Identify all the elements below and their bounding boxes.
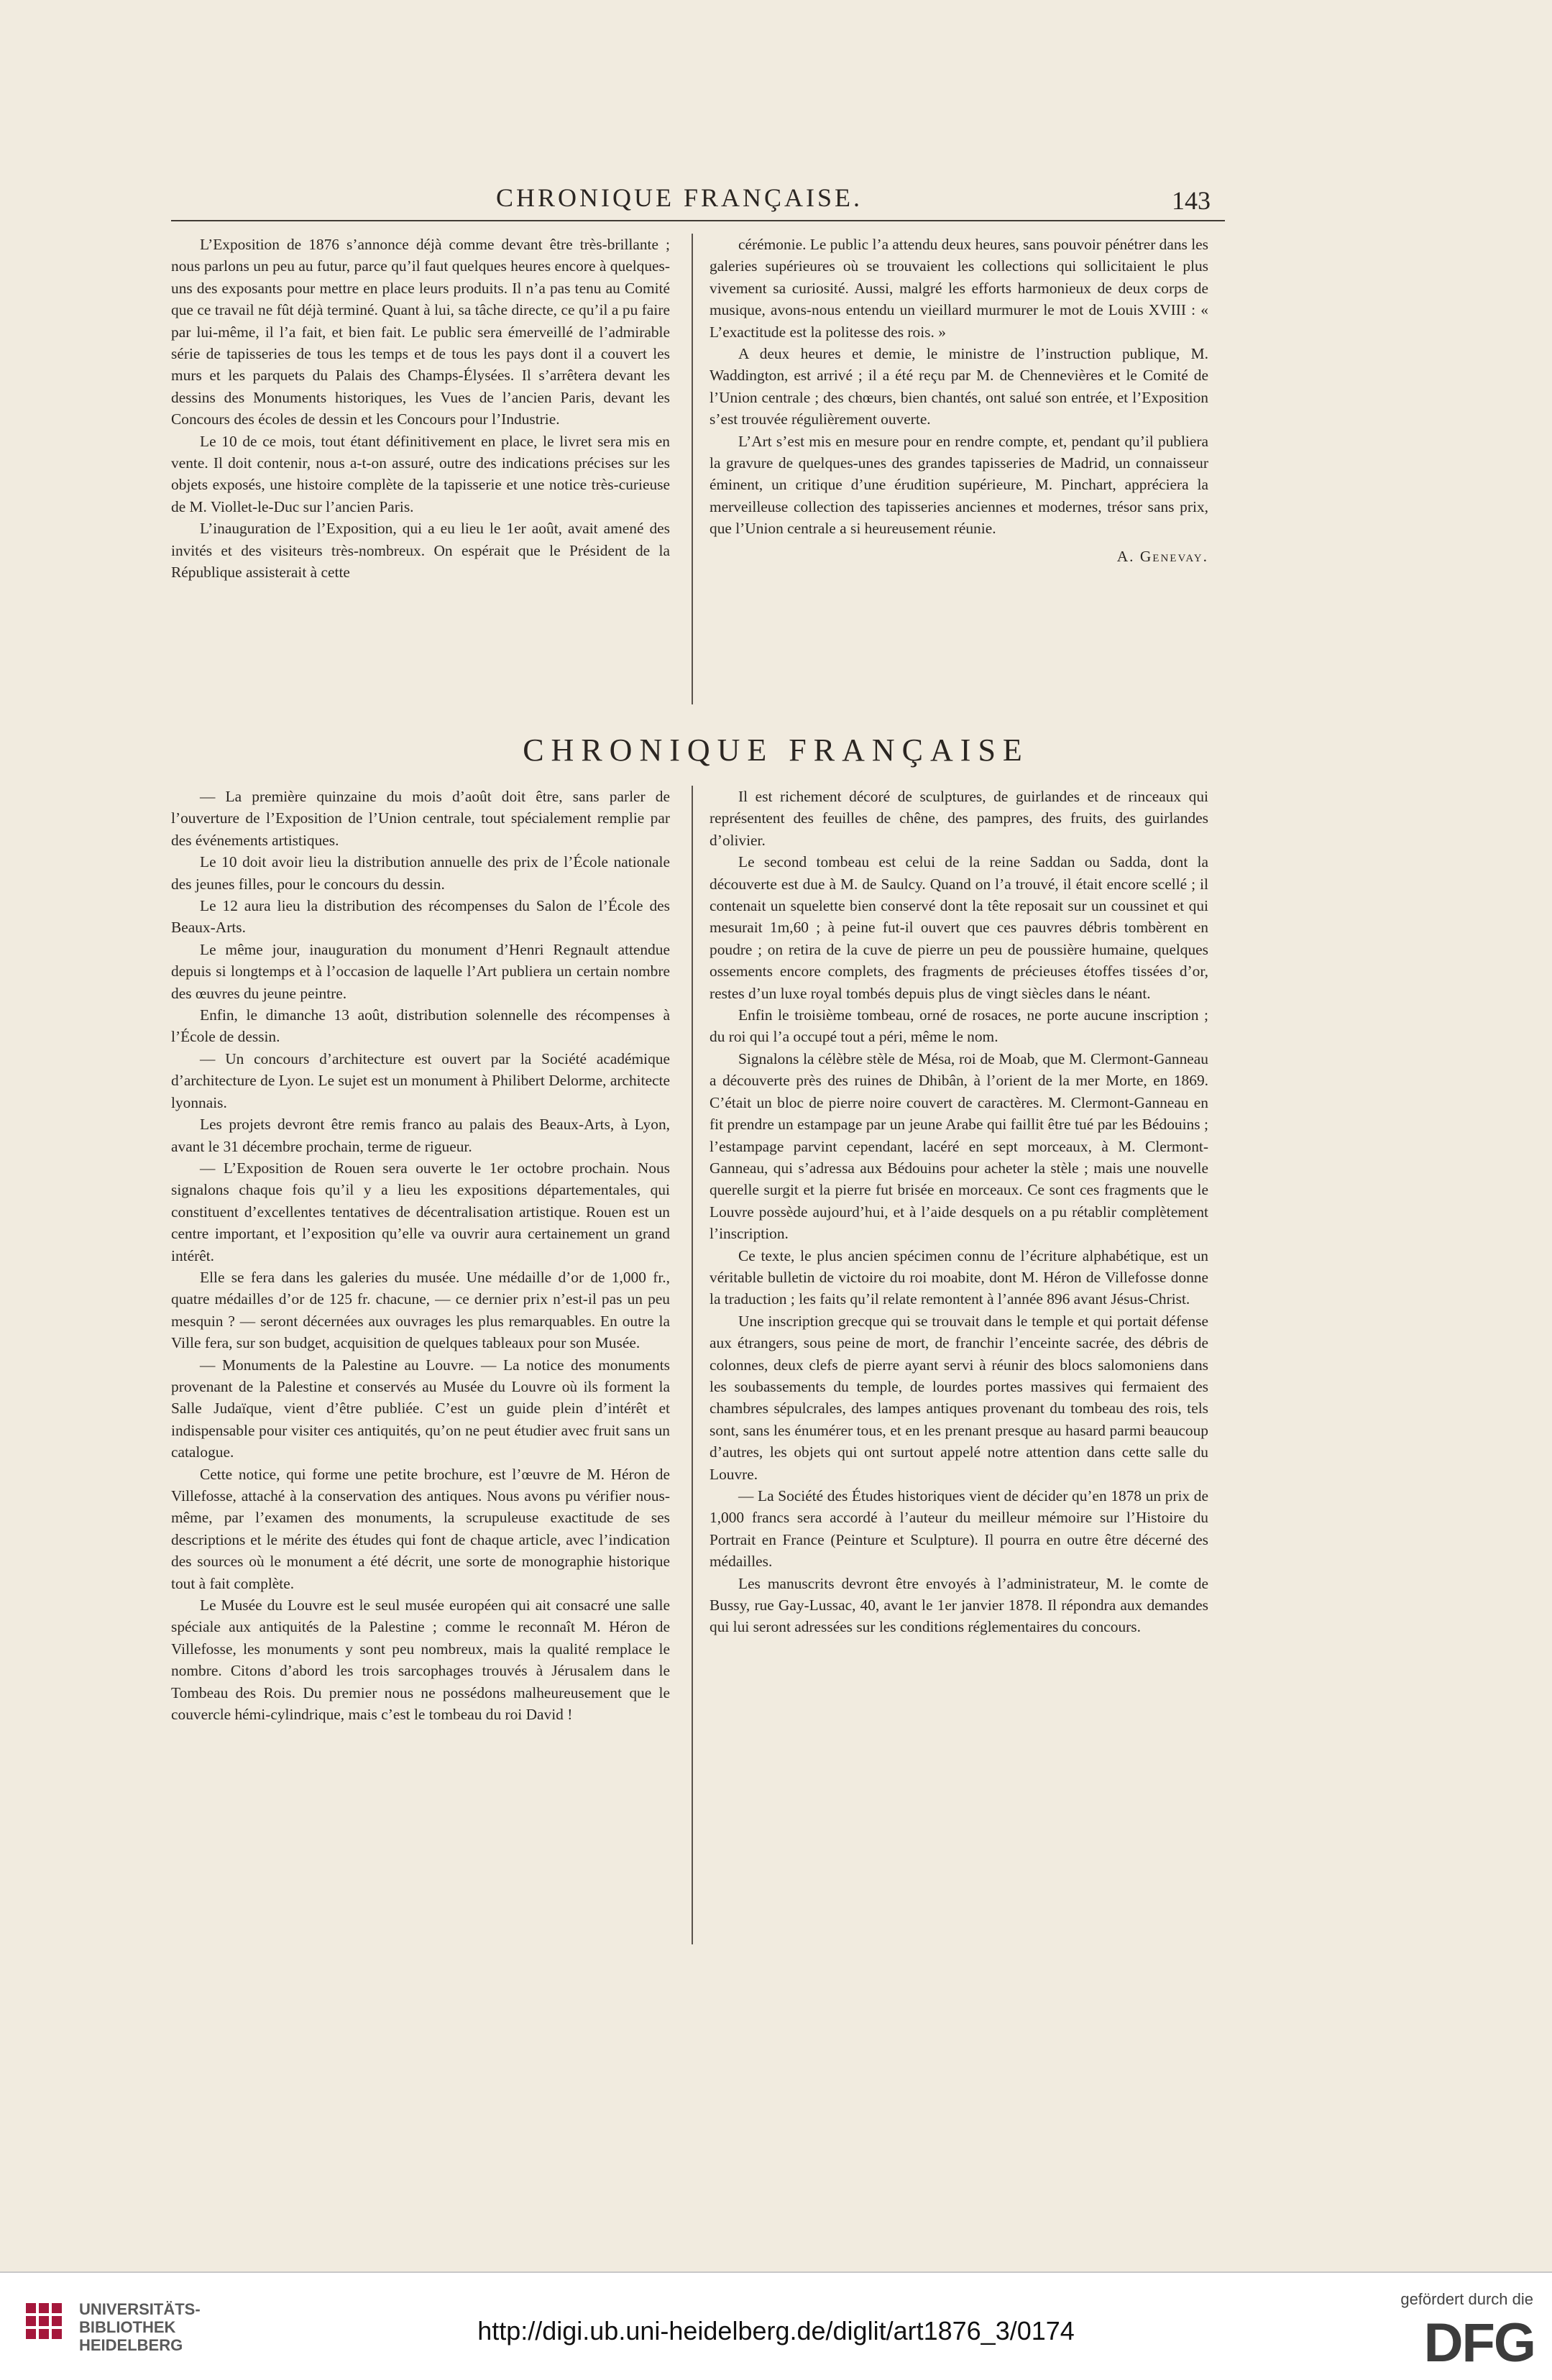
paragraph: — L’Exposition de Rouen sera ouverte le 1er octobre prochain. Nous signalons chaque fois qu’il y a lieu les expositions départementales, qui constituent d’excellentes tentatives de décentralisation artistique. Rouen est un centre important, et l’exposition qu’elle va ouvrir aura certainement un grand intérêt. — [171, 1159, 670, 1264]
paragraph: L’inauguration de l’Exposition, qui a eu lieu le 1er août, avait amené des invités et des visiteurs très-nombreux. On espérait que le Président de la République assisterait à cette — [171, 520, 670, 582]
paragraph: Une inscription grecque qui se trouvait dans le temple et qui portait défense aux étrangers, sous peine de mort, de franchir l’enceinte sacrée, des débris de colonnes, deux clefs de pierre ayant servi à réunir des blocs salomoniens dans les soubassements du temple, de lourdes portes massives qui fermaient des chambres sépulcrales, des lampes antiques provenant du tombeau des rois, tels sont, sans les énumérer tous, et en les prenant presque au hasard parmi beaucoup d’autres, les objets qui ont surtout appelé notre attention dans cette salle du Louvre. — [710, 1312, 1208, 1483]
running-header: CHRONIQUE FRANÇAISE. — [496, 183, 863, 212]
viewer-footer — [0, 2271, 1552, 2380]
footer-rule — [0, 2271, 1552, 2273]
paragraph: Le 12 aura lieu la distribution des récompenses du Salon de l’École des Beaux-Arts. — [171, 897, 670, 937]
bottom-right-column — [710, 786, 1208, 1944]
bottom-left-column — [171, 786, 670, 1944]
paragraph: Elle se fera dans les galeries du musée. Une médaille d’or de 1,000 fr., quatre médailles d’or de 125 fr. chacune, — ce dernier prix n’est-il pas un peu mesquin ? — seront décernées aux ouvrages les plus remarquables. En outre la Ville fera, sur son budget, acquisition de quelques tableaux pour son Musée. — [171, 1268, 670, 1352]
paragraph: Enfin le troisième tombeau, orné de rosaces, ne porte aucune inscription ; du roi qui l’a occupé tout a péri, même le nom. — [710, 1006, 1208, 1046]
paragraph: Enfin, le dimanche 13 août, distribution solennelle des récompenses à l’École de dessin. — [171, 1006, 670, 1046]
paragraph: Cette notice, qui forme une petite brochure, est l’œuvre de M. Héron de Villefosse, attaché à la conservation des antiques. Nous avons pu vérifier nous-même, par l’examen des monuments, la scrupuleuse exactitude de ses descriptions et le mérite des études qui font de chaque article, avec l’indication des sources où le monument a été décrit, une sorte de monographie historique tout à fait complète. — [171, 1465, 670, 1592]
column-divider — [692, 234, 693, 704]
paragraph: A deux heures et demie, le ministre de l’instruction publique, M. Waddington, est arrivé ; il a été reçu par M. de Chennevières et le Comité de l’Union centrale ; des chœurs, bien chantés, ont salué son entrée, et l’Exposition s’est trouvée régulièrement ouverte. — [710, 345, 1208, 428]
top-left-column — [171, 234, 670, 722]
paragraph: Le même jour, inauguration du monument d’Henri Regnault attendue depuis si longtemps et à l’occasion de laquelle l’Art publiera un certain nombre des œuvres du jeune peintre. — [171, 940, 670, 1002]
header-rule — [171, 220, 1225, 221]
paragraph: L’Exposition de 1876 s’annonce déjà comme devant être très-brillante ; nous parlons un peu au futur, parce qu’il faut quelques heures encore à quelques-uns des exposants pour mettre en place leurs produits. Il n’a pas tenu au Comité que ce travail ne fût déjà terminé. Quant à lui, sa tâche directe, ce qu’il a pu faire par lui-même, il l’a fait, et bien fait. Le public sera émerveillé de l’admirable série de tapisseries de tous les temps et de tous les pays dont il a couvert les murs et les parquets du Palais des Champs-Élysées. Il s’arrêtera devant les dessins des Monuments historiques, les Vues de l’ancien Paris, devant les Concours des écoles de dessin et les Concours pour l’Industrie. — [171, 236, 670, 428]
funded-by-label: gefördert durch die — [1400, 2290, 1533, 2308]
paragraph: Le Musée du Louvre est le seul musée européen qui ait consacré une salle spéciale aux antiquités de la Palestine ; comme le reconnaît M. Héron de Villefosse, les monuments y sont peu nombreux, mais la qualité remplace le nombre. Citons d’abord les trois sarcophages trouvés à Jérusalem dans le Tombeau des Rois. Du premier nous ne possédons malheureusement que le couvercle hémi-cylindrique, mais c’est le tombeau du roi David ! — [171, 1596, 670, 1724]
library-name-line: BIBLIOTHEK — [79, 2318, 176, 2336]
column-divider — [692, 786, 693, 1944]
paragraph: Les projets devront être remis franco au palais des Beaux-Arts, à Lyon, avant le 31 décembre prochain, terme de rigueur. — [171, 1116, 670, 1155]
paragraph: Le 10 doit avoir lieu la distribution annuelle des prix de l’École nationale des jeunes filles, pour le concours du dessin. — [171, 853, 670, 893]
permalink-url[interactable]: http://digi.ub.uni-heidelberg.de/diglit/art1876_3/0174 — [477, 2316, 1075, 2345]
section-title: CHRONIQUE FRANÇAISE — [523, 732, 1029, 768]
paragraph: cérémonie. Le public l’a attendu deux heures, sans pouvoir pénétrer dans les galeries supérieures où se trouvaient les collections qui sollicitaient le plus vivement sa curiosité. Aussi, malgré les efforts harmonieux de deux corps de musique, avons-nous entendu un vieillard murmurer le mot de Louis XVIII : « L’exactitude est la politesse des rois. » — [710, 236, 1208, 341]
library-name-line: UNIVERSITÄTS- — [79, 2300, 201, 2318]
paragraph: — La première quinzaine du mois d’août doit être, sans parler de l’ouverture de l’Exposition de l’Union centrale, tout spécialement remplie par des événements artistiques. — [171, 788, 670, 849]
paragraph: Il est richement décoré de sculptures, de guirlandes et de rinceaux qui représentent des feuilles de chêne, des pampres, des fruits, des guirlandes d’olivier. — [710, 788, 1208, 849]
top-right-column — [710, 234, 1208, 722]
paragraph: — Monuments de la Palestine au Louvre. — La notice des monuments provenant de la Palestine et conservés au Musée du Louvre où ils forment la Salle Judaïque, vient d’être publiée. C’est un guide plein d’intérêt et indispensable pour visiter ces antiquités, qu’on ne peut étudier avec fruit sans un catalogue. — [171, 1356, 670, 1461]
page-number: 143 — [1172, 186, 1211, 215]
signature: A. Genevay. — [1116, 547, 1208, 565]
paragraph: Le second tombeau est celui de la reine Saddan ou Sadda, dont la découverte est due à M. de Saulcy. Quand on l’a trouvé, il était encore scellé ; il contenait un squelette bien conservé dont la tête reposait sur un coussinet et qui mesurait 1m,60 ; à peine fut-il ouvert que ces pauvres débris tombèrent en poudre ; on retira de la cuve de pierre un peu de poussière humaine, quelques ossements encore complets, des fragments de précieuses étoffes tissées d’or, restes d’un luxe royal tombés depuis plus de vingt siècles dans le néant. — [710, 853, 1208, 1002]
paragraph: Ce texte, le plus ancien spécimen connu de l’écriture alphabétique, est un véritable bulletin de victoire du roi moabite, dont M. Héron de Villefosse donne la traduction ; les faits qu’il relate remontent à l’année 896 avant Jésus-Christ. — [710, 1246, 1208, 1308]
paragraph: Les manuscrits devront être envoyés à l’administrateur, M. le comte de Bussy, rue Gay-Lussac, 40, avant le 1er janvier 1878. Il répondra aux demandes qui lui seront adressées sur les conditions réglementaires du concours. — [710, 1574, 1208, 1636]
library-name-line: HEIDELBERG — [79, 2336, 183, 2354]
paragraph: — La Société des Études historiques vient de décider qu’en 1878 un prix de 1,000 francs sera accordé à l’auteur du meilleur mémoire sur l’Histoire du Portrait en France (Peinture et Sculpture). Il pourra en outre être décerné des médailles. — [710, 1487, 1208, 1571]
paragraph: Le 10 de ce mois, tout étant définitivement en place, le livret sera mis en vente. Il doit contenir, nous a-t-on assuré, outre des indications précises sur les objets exposés, une histoire complète de la tapisserie et une notice très-curieuse de M. Viollet-le-Duc sur l’ancien Paris. — [171, 432, 670, 515]
paragraph: L’Art s’est mis en mesure pour en rendre compte, et, pendant qu’il publiera la gravure de quelques-unes des grandes tapisseries de Madrid, un connaisseur éminent, un critique d’une érudition supérieure, M. Pinchart, appréciera la merveilleuse collection des tapisseries anciennes et modernes, trésor sans prix, que l’Union centrale a si heureusement réunie. — [710, 432, 1208, 538]
paragraph: — Un concours d’architecture est ouvert par la Société académique d’architecture de Lyon. Le sujet est un monument à Philibert Delorme, architecte lyonnais. — [171, 1049, 670, 1111]
dfg-logo[interactable]: DFG — [1423, 2312, 1535, 2374]
paragraph: Signalons la célèbre stèle de Mésa, roi de Moab, que M. Clermont-Ganneau a découverte près des ruines de Dhibân, à l’orient de la mer Morte, en 1869. C’était un bloc de pierre noire couvert de caractères. M. Clermont-Ganneau en fit prendre un estampage par un jeune Arabe qui faillit être tué par les Bédouins ; l’estampage parvint cependant, lacéré en sept morceaux, à M. Clermont-Ganneau, qui s’adressa aux Bédouins pour acheter la stèle ; mais une nouvelle querelle surgit et la pierre fut brisée en morceaux. Ce sont ces fragments que le Louvre possède aujourd’hui, et à l’aide desquels on a pu rétablir complètement l’inscription. — [710, 1049, 1208, 1243]
